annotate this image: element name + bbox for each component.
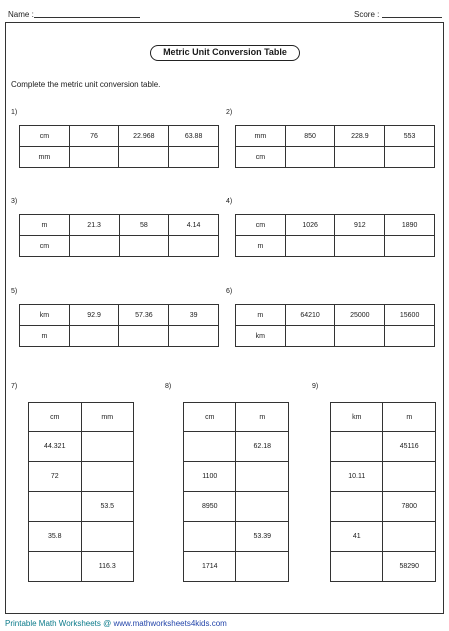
answer-cell[interactable] (385, 147, 435, 168)
table-row (236, 305, 435, 326)
answer-cell[interactable] (335, 326, 385, 347)
value-cell: 58290 (383, 552, 436, 582)
value-cell: 1026 (285, 215, 335, 236)
table-row (236, 215, 435, 236)
conversion-table (235, 214, 435, 257)
name-line[interactable] (34, 17, 140, 18)
value-cell: 58 (119, 215, 169, 236)
value-cell: 15600 (385, 305, 435, 326)
table-row (20, 305, 219, 326)
unit-cell: km (20, 305, 70, 326)
answer-cell[interactable] (169, 236, 219, 257)
table-row (184, 552, 289, 582)
unit-cell: m (20, 326, 70, 347)
table-row (20, 147, 219, 168)
conversion-table (19, 304, 219, 347)
answer-cell[interactable] (236, 462, 289, 492)
answer-cell[interactable] (81, 522, 133, 552)
table-row (184, 462, 289, 492)
problem-number: 1) (11, 109, 18, 116)
footer (5, 619, 227, 628)
instruction-text: Complete the metric unit conversion table. (11, 80, 161, 89)
table-row (29, 462, 134, 492)
value-cell: 64210 (285, 305, 335, 326)
unit-cell: km (236, 326, 286, 347)
table-row (20, 326, 219, 347)
answer-cell[interactable] (119, 326, 169, 347)
unit-header: cm (29, 403, 82, 432)
answer-cell[interactable] (335, 236, 385, 257)
conversion-table (19, 214, 219, 257)
answer-cell[interactable] (169, 147, 219, 168)
table-row (331, 462, 436, 492)
unit-cell: cm (20, 236, 70, 257)
answer-cell[interactable] (81, 432, 133, 462)
answer-cell[interactable] (184, 432, 236, 462)
answer-cell[interactable] (119, 147, 169, 168)
table-row (20, 215, 219, 236)
worksheet-title: Metric Unit Conversion Table (150, 45, 300, 61)
problem-number: 7) (11, 383, 18, 390)
table-row (236, 326, 435, 347)
table-row (184, 492, 289, 522)
conversion-table (235, 304, 435, 347)
value-cell: 25000 (335, 305, 385, 326)
conversion-table (235, 125, 435, 168)
table-row (29, 432, 134, 462)
answer-cell[interactable] (285, 326, 335, 347)
value-cell: 57.36 (119, 305, 169, 326)
problem-number: 4) (226, 198, 233, 205)
table-header-row (29, 403, 134, 432)
unit-cell: cm (236, 147, 286, 168)
value-cell: 553 (385, 126, 435, 147)
value-cell: 912 (335, 215, 385, 236)
value-cell: 92.9 (69, 305, 119, 326)
unit-header: m (383, 403, 436, 432)
unit-header: m (236, 403, 289, 432)
problem-number: 5) (11, 288, 18, 295)
score-line[interactable] (382, 17, 442, 18)
table-row (331, 492, 436, 522)
value-cell: 850 (285, 126, 335, 147)
table-row (236, 126, 435, 147)
unit-header: mm (81, 403, 133, 432)
value-cell: 63.88 (169, 126, 219, 147)
answer-cell[interactable] (119, 236, 169, 257)
answer-cell[interactable] (383, 522, 436, 552)
table-row (236, 147, 435, 168)
answer-cell[interactable] (385, 236, 435, 257)
table-row (331, 432, 436, 462)
answer-cell[interactable] (383, 462, 436, 492)
value-cell: 10.11 (331, 462, 383, 492)
unit-cell: cm (236, 215, 286, 236)
answer-cell[interactable] (29, 552, 82, 582)
answer-cell[interactable] (285, 236, 335, 257)
table-row (20, 126, 219, 147)
value-cell: 72 (29, 462, 82, 492)
problem-number: 2) (226, 109, 233, 116)
answer-cell[interactable] (236, 492, 289, 522)
value-cell: 22.968 (119, 126, 169, 147)
problem-number: 6) (226, 288, 233, 295)
value-cell: 39 (169, 305, 219, 326)
answer-cell[interactable] (169, 326, 219, 347)
conversion-table (28, 402, 134, 582)
answer-cell[interactable] (385, 326, 435, 347)
value-cell: 1100 (184, 462, 236, 492)
unit-cell: m (236, 236, 286, 257)
value-cell: 35.8 (29, 522, 82, 552)
value-cell: 4.14 (169, 215, 219, 236)
unit-cell: m (20, 215, 70, 236)
problem-number: 3) (11, 198, 18, 205)
problem-number: 8) (165, 383, 172, 390)
unit-header: cm (184, 403, 236, 432)
value-cell: 8950 (184, 492, 236, 522)
problem-number: 9) (312, 383, 319, 390)
conversion-table (183, 402, 289, 582)
footer-prefix: Printable Math Worksheets @ (5, 619, 114, 628)
table-row (236, 236, 435, 257)
answer-cell[interactable] (285, 147, 335, 168)
table-row (184, 522, 289, 552)
unit-header: km (331, 403, 383, 432)
table-row (20, 236, 219, 257)
answer-cell[interactable] (331, 552, 383, 582)
table-row (184, 432, 289, 462)
value-cell: 7800 (383, 492, 436, 522)
answer-cell[interactable] (81, 462, 133, 492)
answer-cell[interactable] (236, 552, 289, 582)
unit-cell: mm (20, 147, 70, 168)
value-cell: 53.39 (236, 522, 289, 552)
table-row (29, 552, 134, 582)
table-row (331, 522, 436, 552)
table-row (29, 492, 134, 522)
unit-cell: m (236, 305, 286, 326)
value-cell: 45116 (383, 432, 436, 462)
answer-cell[interactable] (331, 492, 383, 522)
answer-cell[interactable] (69, 236, 119, 257)
value-cell: 1714 (184, 552, 236, 582)
answer-cell[interactable] (69, 326, 119, 347)
value-cell: 116.3 (81, 552, 133, 582)
value-cell: 21.3 (69, 215, 119, 236)
value-cell: 228.9 (335, 126, 385, 147)
value-cell: 1890 (385, 215, 435, 236)
footer-url[interactable]: www.mathworksheets4kids.com (113, 619, 227, 628)
unit-cell: mm (236, 126, 286, 147)
table-header-row (184, 403, 289, 432)
answer-cell[interactable] (331, 432, 383, 462)
answer-cell[interactable] (335, 147, 385, 168)
unit-cell: cm (20, 126, 70, 147)
conversion-table (330, 402, 436, 582)
answer-cell[interactable] (69, 147, 119, 168)
value-cell: 62.18 (236, 432, 289, 462)
table-header-row (331, 403, 436, 432)
value-cell: 41 (331, 522, 383, 552)
value-cell: 76 (69, 126, 119, 147)
conversion-table (19, 125, 219, 168)
score-label: Score : (354, 10, 380, 19)
value-cell: 53.5 (81, 492, 133, 522)
name-label: Name : (8, 10, 34, 19)
value-cell: 44.321 (29, 432, 82, 462)
answer-cell[interactable] (184, 522, 236, 552)
table-row (331, 552, 436, 582)
answer-cell[interactable] (29, 492, 82, 522)
table-row (29, 522, 134, 552)
